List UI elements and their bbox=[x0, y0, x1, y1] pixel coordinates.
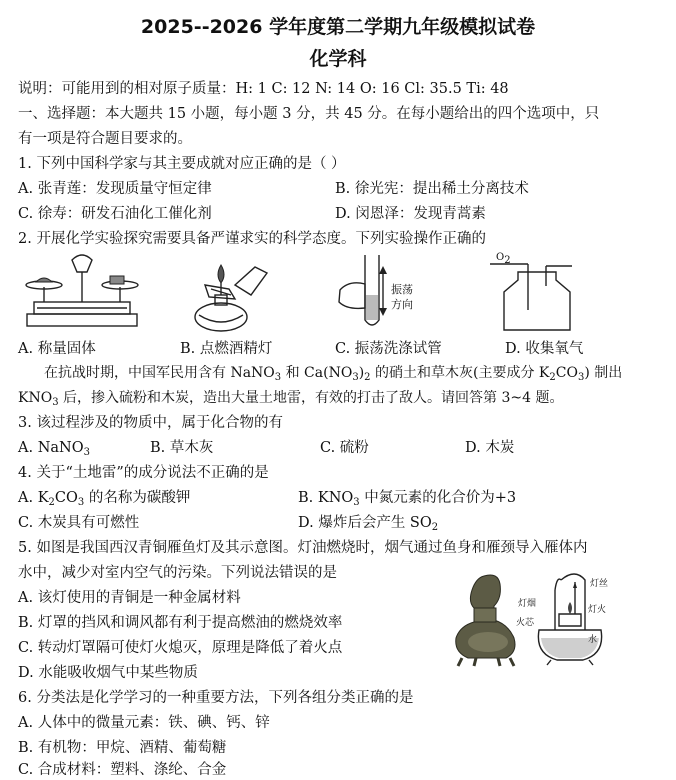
passage-line2: $KNO_3$ 后，掺入硫粉和木炭，造出大量土地雷，有效的打击了敌人。请回答第 3~4 题。 bbox=[18, 390, 564, 408]
q5-option-b: B. 灯罩的挡风和调风都有利于提高燃油的燃烧效率 bbox=[18, 615, 343, 631]
label-fire: 灯火 bbox=[588, 605, 607, 615]
section-instruction-line1: 一、选择题：本大题共 15 小题，每小题 3 分，共 45 分。在每小题给出的四个选项中，只 bbox=[18, 106, 600, 122]
q6-option-a: A. 人体中的微量元素：铁、碘、钙、锌 bbox=[18, 715, 270, 731]
page-title: 2025--2026 学年度第二学期九年级模拟试卷 bbox=[140, 16, 536, 38]
atomic-mass-note: 说明：可能用到的相对原子质量：H: 1 C: 12 N: 14 O: 16 Cl: 35.5 Ti: 48 bbox=[18, 81, 509, 97]
q2-stem: 2. 开展化学实验探究需要具备严谨求实的科学态度。下列实验操作正确的 bbox=[18, 231, 486, 247]
q5-stem-line2: 水中，减少对室内空气的污染。下列说法错误的是 bbox=[18, 565, 337, 581]
q4-option-c: C. 木炭具有可燃性 bbox=[18, 515, 140, 531]
q6-option-b: B. 有机物：甲烷、酒精、葡萄糖 bbox=[18, 740, 227, 756]
shake-direction-label-2: 方向 bbox=[391, 298, 413, 311]
alcohol-lamp-figure bbox=[185, 255, 275, 335]
q1-option-b: B. 徐光宪：提出稀土分离技术 bbox=[335, 181, 529, 197]
q6-option-c: C. 合成材料：塑料、涤纶、合金 bbox=[18, 762, 227, 778]
q3-option-c: C. 硫粉 bbox=[320, 440, 369, 456]
q4-option-b: B. $KNO_3$ 中氮元素的化合价为+3 bbox=[298, 490, 517, 508]
q1-option-a: A. 张青莲：发现质量守恒定律 bbox=[18, 181, 212, 197]
q2-option-a: A. 称量固体 bbox=[18, 341, 96, 357]
q5-option-a: A. 该灯使用的青铜是一种金属材料 bbox=[18, 590, 241, 606]
q3-stem: 3. 该过程涉及的物质中，属于化合物的有 bbox=[18, 415, 283, 431]
q2-option-b: B. 点燃酒精灯 bbox=[180, 341, 273, 357]
test-tube-shaking-figure bbox=[335, 250, 430, 335]
q3-option-b: B. 草木灰 bbox=[150, 440, 214, 456]
shake-direction-label-1: 振荡 bbox=[391, 283, 413, 296]
q1-stem: 1. 下列中国科学家与其主要成就对应正确的是（ ） bbox=[18, 156, 346, 172]
label-shade: 灯烟 bbox=[518, 599, 537, 609]
q1-option-c: C. 徐寿：研发石油化工催化剂 bbox=[18, 206, 212, 222]
q5-option-c: C. 转动灯罩隔可使灯火熄灭，原理是降低了着火点 bbox=[18, 640, 343, 656]
q6-stem: 6. 分类法是化学学习的一种重要方法，下列各组分类正确的是 bbox=[18, 690, 414, 706]
section-instruction-line2: 有一项是符合题目要求的。 bbox=[18, 131, 192, 147]
q3-option-d: D. 木炭 bbox=[465, 440, 515, 456]
label-wick: 灯丝 bbox=[590, 579, 609, 589]
passage-line1: 在抗战时期，中国军民用含有 NaNO$_3$ 和 $Ca(NO_3)_2$ 的硝土和草木灰(主要成分 $K_2CO_3$) 制出 bbox=[44, 365, 623, 383]
q4-option-a: A. $K_2CO_3$ 的名称为碳酸钾 bbox=[18, 490, 191, 508]
q2-option-c: C. 振荡洗涤试管 bbox=[335, 341, 442, 357]
label-water: 水 bbox=[588, 635, 598, 645]
subject-title: 化学科 bbox=[309, 48, 367, 70]
q1-option-d: D. 闵恩泽：发现青蒿素 bbox=[335, 206, 486, 222]
q3-option-a: A. NaNO$_3$ bbox=[18, 440, 90, 458]
q4-option-d: D. 爆炸后会产生 $SO_2$ bbox=[298, 515, 439, 533]
q5-option-d: D. 水能吸收烟气中某些物质 bbox=[18, 665, 198, 681]
oxygen-label: O2 bbox=[496, 252, 511, 266]
balance-scale-figure bbox=[22, 252, 142, 332]
q5-stem-line1: 5. 如图是我国西汉青铜雁鱼灯及其示意图。灯油燃烧时，烟气通过鱼身和雁颈导入雁体内 bbox=[18, 540, 588, 556]
label-core: 火芯 bbox=[516, 618, 535, 628]
q4-stem: 4. 关于“土地雷”的成分说法不正确的是 bbox=[18, 465, 269, 481]
q2-option-d: D. 收集氧气 bbox=[505, 341, 584, 357]
